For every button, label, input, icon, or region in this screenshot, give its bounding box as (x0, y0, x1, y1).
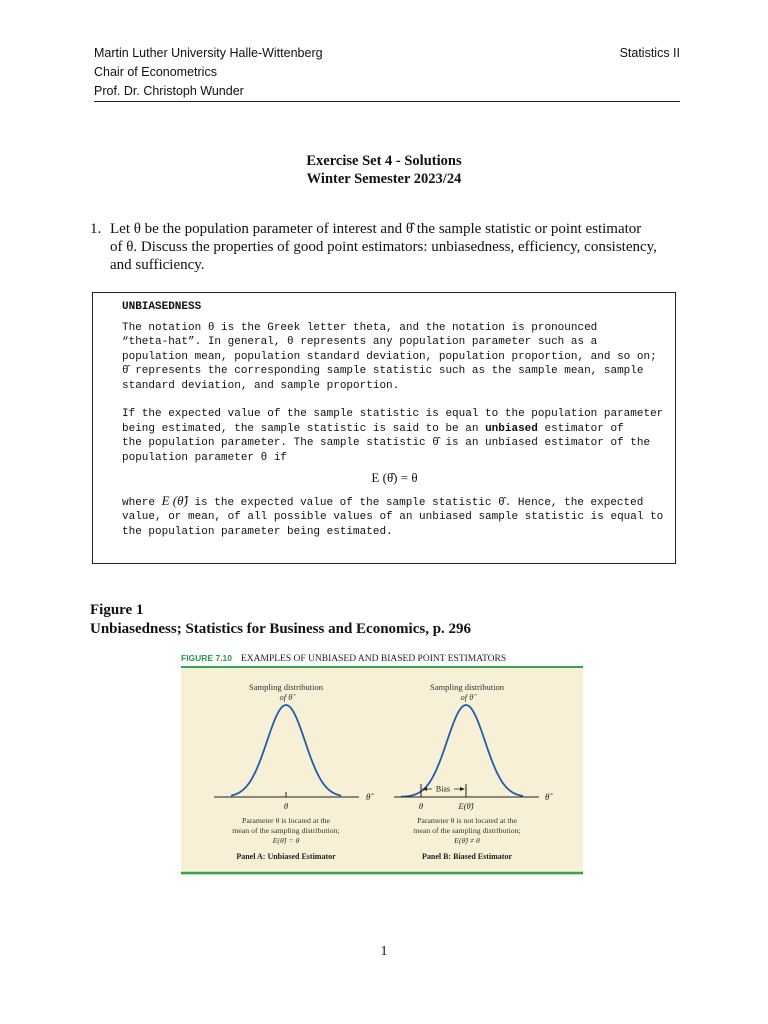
box-p3-text-c: is the expected value of the sample statistic θ̂. Hence, the expected (187, 496, 644, 509)
box-p3-line-3: the population parameter being estimated. (122, 525, 393, 538)
panel-a-tick-label: θ (283, 801, 289, 811)
box-p1-line-3: population mean, population standard deviation, population proportion, and so on; (122, 350, 657, 363)
answer-text (122, 300, 667, 539)
figure-title: Unbiasedness; Statistics for Business and Economics, p. 296 (90, 621, 472, 637)
document-title: Exercise Set 4 - Solutions (306, 153, 462, 169)
box-p1-line-1: The notation θ is the Greek letter theta, and the notation is pronounced (122, 321, 598, 334)
panel-b-caption-2: mean of the sampling distribution; (413, 826, 521, 835)
page-number: 1 (380, 944, 388, 959)
panel-a-caption-2: mean of the sampling distribution; (232, 826, 340, 835)
figure-caption (90, 601, 471, 639)
header-divider (94, 101, 680, 102)
panel-b-caption-3: E(θ̂) ≠ θ (454, 836, 480, 845)
panel-b-dist-label-2: of θ̂ (460, 692, 474, 702)
question-line-1: Let θ be the population parameter of interest and θ̂ the sample statistic or point estimator (110, 221, 642, 237)
figure-image (181, 648, 583, 875)
question-line-2: of θ. Discuss the properties of good point estimators: unbiasedness, efficiency, consistency, (110, 239, 657, 255)
panel-a-axis-label: θ̂ (366, 792, 371, 802)
box-p3-text-a: where (122, 496, 162, 509)
page-header (94, 44, 680, 101)
box-p3-line-1 (122, 494, 667, 511)
box-p2-line-1: If the expected value of the sample statistic is equal to the population parameter (122, 408, 664, 420)
box-p1-line-5: standard deviation, and sample proportion. (122, 379, 400, 392)
panel-a-caption-3: E(θ̂) = θ (272, 836, 300, 845)
box-p3-line-2: value, or mean, of all possible values of an unbiased sample statistic is equal to (122, 511, 664, 523)
box-p2-line-4: population parameter θ if (122, 451, 288, 464)
course-name: Statistics II (619, 46, 680, 60)
figure-number: FIGURE 7.10 (181, 653, 233, 663)
box-p2-line-3: the population parameter. The sample statistic θ̂ is an unbiased estimator of the (122, 437, 651, 449)
box-p1-line-4: θ̂ represents the corresponding sample statistic such as the sample mean, sample (122, 365, 644, 377)
question-line-3: and sufficiency. (110, 257, 205, 273)
unbiased-formula: E (θ̂) = θ (371, 470, 418, 485)
panel-a-dist-label-2: of θ̂ (279, 692, 293, 702)
box-p2-unbiased: unbiased (485, 422, 538, 435)
box-heading: UNBIASEDNESS (122, 301, 202, 313)
box-p2-text-a: being estimated, the sample statistic is said to be an (122, 422, 486, 435)
document-subtitle: Winter Semester 2023/24 (306, 171, 462, 187)
answer-box (92, 292, 676, 564)
university-name: Martin Luther University Halle-Wittenberg (94, 46, 323, 60)
figure-svg (181, 648, 583, 875)
professor-name: Prof. Dr. Christoph Wunder (94, 84, 244, 98)
figure-background (181, 666, 583, 875)
panel-a-title: Panel A: Unbiased Estimator (236, 852, 336, 861)
panel-b-tick-label-expectation: E(θ̂) (458, 801, 474, 811)
panel-a-dist-label-1: Sampling distribution (249, 682, 323, 692)
panel-b-bias-label: Bias (435, 784, 451, 794)
chair-name: Chair of Econometrics (94, 65, 217, 79)
figure-heading: EXAMPLES OF UNBIASED AND BIASED POINT ESTIMATORS (241, 654, 507, 664)
box-p1-line-2: “theta-hat”. In general, θ represents any population parameter such as a (122, 336, 598, 348)
question-1 (90, 220, 680, 274)
box-p2-line-2 (122, 422, 667, 437)
panel-b-tick-label-theta: θ (418, 801, 424, 811)
question-number: 1. (90, 221, 102, 237)
panel-b-caption-1: Parameter θ is not located at the (417, 816, 517, 825)
figure-label: Figure 1 (90, 602, 144, 618)
panel-b-title: Panel B: Biased Estimator (422, 852, 512, 861)
box-p3-expectation: E (θ̂) (161, 492, 188, 508)
panel-b-axis-label: θ̂ (545, 792, 550, 802)
box-p2-text-c: estimator of (537, 422, 624, 435)
panel-a-caption-1: Parameter θ is located at the (242, 816, 330, 825)
panel-b-dist-label-1: Sampling distribution (430, 682, 504, 692)
